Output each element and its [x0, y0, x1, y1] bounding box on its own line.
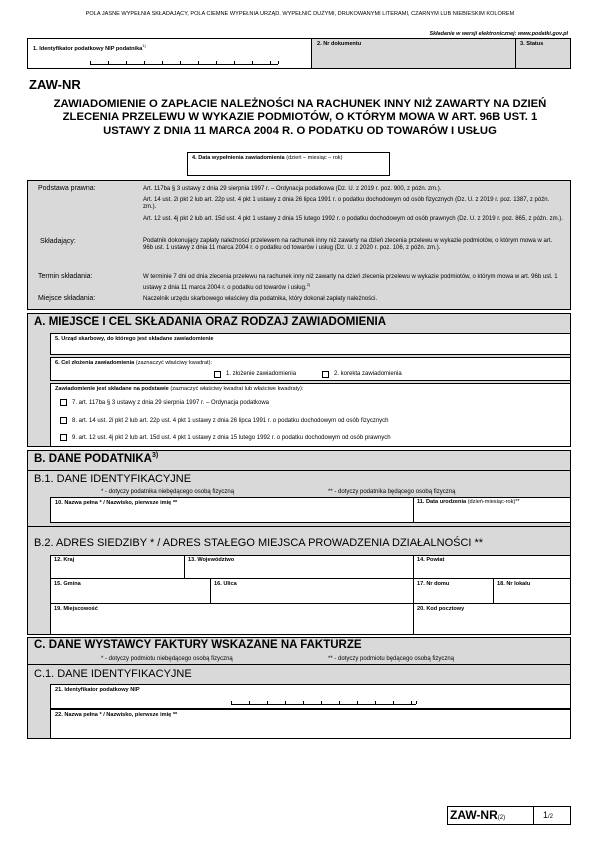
legal-basis-3: Art. 12 ust. 4j pkt 2 lub art. 15d ust. 4 pkt 1 ustawy z dnia 15 lutego 1992 r. o podatku dochodowym od osób prawnych (Dz. U. z 2019 r. poz. 865, z późn. zm.). — [143, 216, 563, 222]
fill-date-label: 4. Data wypełnienia zawiadomienia — [192, 155, 285, 161]
basis-cit-checkbox[interactable] — [60, 434, 67, 441]
page-total: /2 — [548, 814, 554, 820]
legal-basis-1: Art. 117ba § 3 ustawy z dnia 29 sierpnia 1997 r. – Ordynacja podatkowa (Dz. U. z 2019 r. poz. 900, z późn. zm.). — [143, 186, 442, 192]
street-field[interactable]: 16. Ulica — [214, 581, 237, 587]
voivodeship-field[interactable]: 13. Województwo — [188, 557, 235, 563]
fill-instruction: POLA JASNE WYPEŁNIA SKŁADAJĄCY, POLA CIEMNE WYPEŁNIA URZĄD. WYPEŁNIĆ DUŻYMI, DRUKOWANYMI LITERAMI, CZARNYM LUB NIEBIESKIM KOLOREM — [85, 11, 515, 17]
footer-version: (2) — [497, 815, 506, 821]
nip-footnote: 1) — [142, 43, 146, 48]
house-number-field[interactable]: 17. Nr domu — [417, 581, 450, 587]
section-c1-title: C.1. DANE IDENTYFIKACYJNE — [34, 668, 192, 680]
commune-field[interactable]: 15. Gmina — [54, 581, 81, 587]
correction-option-label: 2. korekta zawiadomienia — [334, 371, 402, 377]
purpose-hint: (zaznaczyć właściwy kwadrat): — [135, 360, 212, 366]
basis-ordynacja-label: 7. art. 117ba § 3 ustawy z dnia 29 sierpnia 1997 r. – Ordynacja podatkowa — [72, 400, 270, 406]
deadline-text — [143, 274, 563, 292]
basis-ordynacja-checkbox[interactable] — [60, 399, 67, 406]
form-title: ZAWIADOMIENIE O ZAPŁACIE NALEŻNOŚCI NA RACHUNEK INNY NIŻ ZAWARTY NA DZIEŃ ZLECENIA PRZELEWU W WYKAZIE PODMIOTÓW, O KTÓRYM MOWA W ART. 96B UST. 1 USTAWY Z DNIA 11 MARCA 2004 R. O PODATKU OD TOWARÓW I USŁUG — [53, 98, 547, 137]
basis-label: Zawiadomienie jest składane na podstawie — [55, 386, 169, 392]
birth-date-hint: (dzień-miesiąc-rok)** — [467, 499, 520, 505]
page-current: 1 — [543, 810, 549, 820]
section-b1-title: B.1. DANE IDENTYFIKACYJNE — [34, 473, 192, 485]
place-label: Miejsce składania: — [38, 295, 96, 302]
document-number-label: 2. Nr dokumentu — [317, 41, 362, 47]
issuer-nip-field[interactable] — [50, 684, 571, 709]
deadline-label: Termin składania: — [38, 273, 93, 280]
taxpayer-name-label: 10. Nazwa pełna * / Nazwisko, pierwsze imię ** — [55, 500, 178, 506]
b1-note-natural: ** - dotyczy podatnika będącego osobą fizyczną — [328, 489, 456, 495]
page-number — [543, 810, 553, 820]
birth-date-label: 11. Data urodzenia — [417, 499, 467, 505]
section-b2-title: B.2. ADRES SIEDZIBY * / ADRES STAŁEGO MIEJSCA PROWADZENIA DZIAŁALNOŚCI ** — [34, 537, 484, 549]
issuer-name-field[interactable] — [50, 709, 571, 739]
footer-code — [450, 808, 505, 822]
legal-basis-label: Podstawa prawna: — [38, 185, 96, 192]
place-text: Naczelnik urzędu skarbowego właściwy dla podatnika, który dokonał zapłaty należności. — [143, 296, 378, 302]
c-note-natural: ** - dotyczy podmiotu będącego osobą fizyczną — [328, 656, 455, 662]
purpose-field — [50, 357, 571, 381]
deadline-body: W terminie 7 dni od dnia zlecenia przelewu na rachunek inny niż zawarty na dzień zlecenia przelewu w wykazie podmiotów, o którym mowa w art. 96b ust. 1 ustawy z dnia 11 marca 2004 r. o podatku od towarów i usług. — [143, 274, 558, 291]
correction-checkbox[interactable] — [322, 371, 329, 378]
footer-code-text: ZAW-NR — [450, 808, 498, 822]
postal-code-field[interactable]: 20. Kod pocztowy — [417, 606, 465, 612]
c-note-legal: * - dotyczy podmiotu niebędącego osobą fizyczną — [101, 656, 233, 662]
fill-date-field[interactable] — [187, 152, 390, 176]
city-field[interactable]: 19. Miejscowość — [54, 606, 98, 612]
nip-field[interactable] — [27, 38, 312, 69]
basis-pit-label: 8. art. 14 ust. 2i pkt 2 lub art. 22p ust. 4 pkt 1 ustawy z dnia 26 lipca 1991 r. o podatku dochodowym od osób fizycznych — [72, 418, 389, 424]
deadline-footnote: 2) — [306, 282, 311, 287]
country-field[interactable]: 12. Kraj — [54, 557, 75, 563]
tax-office-field[interactable] — [50, 333, 571, 355]
section-b-title — [34, 452, 158, 465]
issuer-name-label: 22. Nazwa pełna * / Nazwisko, pierwsze imię ** — [55, 712, 178, 718]
section-b-title-text: B. DANE PODATNIKA — [34, 452, 152, 465]
submitter-text: Podatnik dokonujący zapłaty należności przelewem na rachunek inny niż zawarty na dzień zlecenia przelewu w wykazie podmiotów, o którym mowa w art. 96b ust. 1 ustawy z dnia 11 marca 2004 r. o podatku od towarów i usług (Dz. U. z 2020 r. poz. 106, z późn. zm.). — [143, 238, 553, 251]
submission-checkbox[interactable] — [214, 371, 221, 378]
county-field[interactable]: 14. Powiat — [417, 557, 445, 563]
issuer-nip-digit-boxes — [231, 700, 416, 705]
form-code: ZAW-NR — [29, 77, 81, 92]
status-label: 3. Status — [520, 41, 544, 47]
apartment-number-field[interactable]: 18. Nr lokalu — [497, 581, 531, 587]
purpose-label: 6. Cel złożenia zawiadomienia — [55, 360, 135, 366]
nip-label: 1. Identyfikator podatkowy NIP podatnika — [33, 45, 143, 52]
birth-date-field[interactable] — [417, 499, 520, 506]
basis-cit-label: 9. art. 12 ust. 4j pkt 2 lub art. 15d ust. 4 pkt 1 ustawy z dnia 15 lutego 1992 r. o podatku dochodowym od osób prawnych — [72, 435, 391, 441]
basis-pit-checkbox[interactable] — [60, 417, 67, 424]
legal-basis-2: Art. 14 ust. 2i pkt 2 lub art. 22p ust. 4 pkt 1 ustawy z dnia 26 lipca 1991 r. o podatku dochodowym od osób fizycznych (Dz. U. z 2019 r. poz. 1387, z późn. zm.). — [143, 197, 550, 210]
section-c-title: C. DANE WYSTAWCY FAKTURY WSKAZANE NA FAKTURZE — [34, 639, 362, 651]
b1-note-legal: * - dotyczy podatnika niebędącego osobą fizyczną — [101, 489, 235, 495]
fill-date-hint: (dzień – miesiąc – rok) — [286, 155, 343, 161]
tax-office-label: 5. Urząd skarbowy, do którego jest składane zawiadomienie — [55, 336, 214, 342]
nip-digit-boxes — [90, 60, 278, 65]
legal-basis-options — [50, 383, 571, 447]
submission-option-label: 1. złożenie zawiadomienia — [226, 371, 297, 377]
submitter-label: Składający: — [40, 238, 76, 245]
electronic-submission-note: Składanie w wersji elektronicznej: www.podatki.gov.pl — [429, 31, 568, 37]
issuer-nip-label: 21. Identyfikator podatkowy NIP — [55, 687, 140, 693]
section-a-title: A. MIEJSCE I CEL SKŁADANIA ORAZ RODZAJ ZAWIADOMIENIA — [34, 316, 387, 328]
basis-hint: (zaznaczyć właściwy kwadrat lub właściwe kwadraty): — [170, 386, 304, 392]
section-b-footnote: 3) — [151, 452, 159, 459]
